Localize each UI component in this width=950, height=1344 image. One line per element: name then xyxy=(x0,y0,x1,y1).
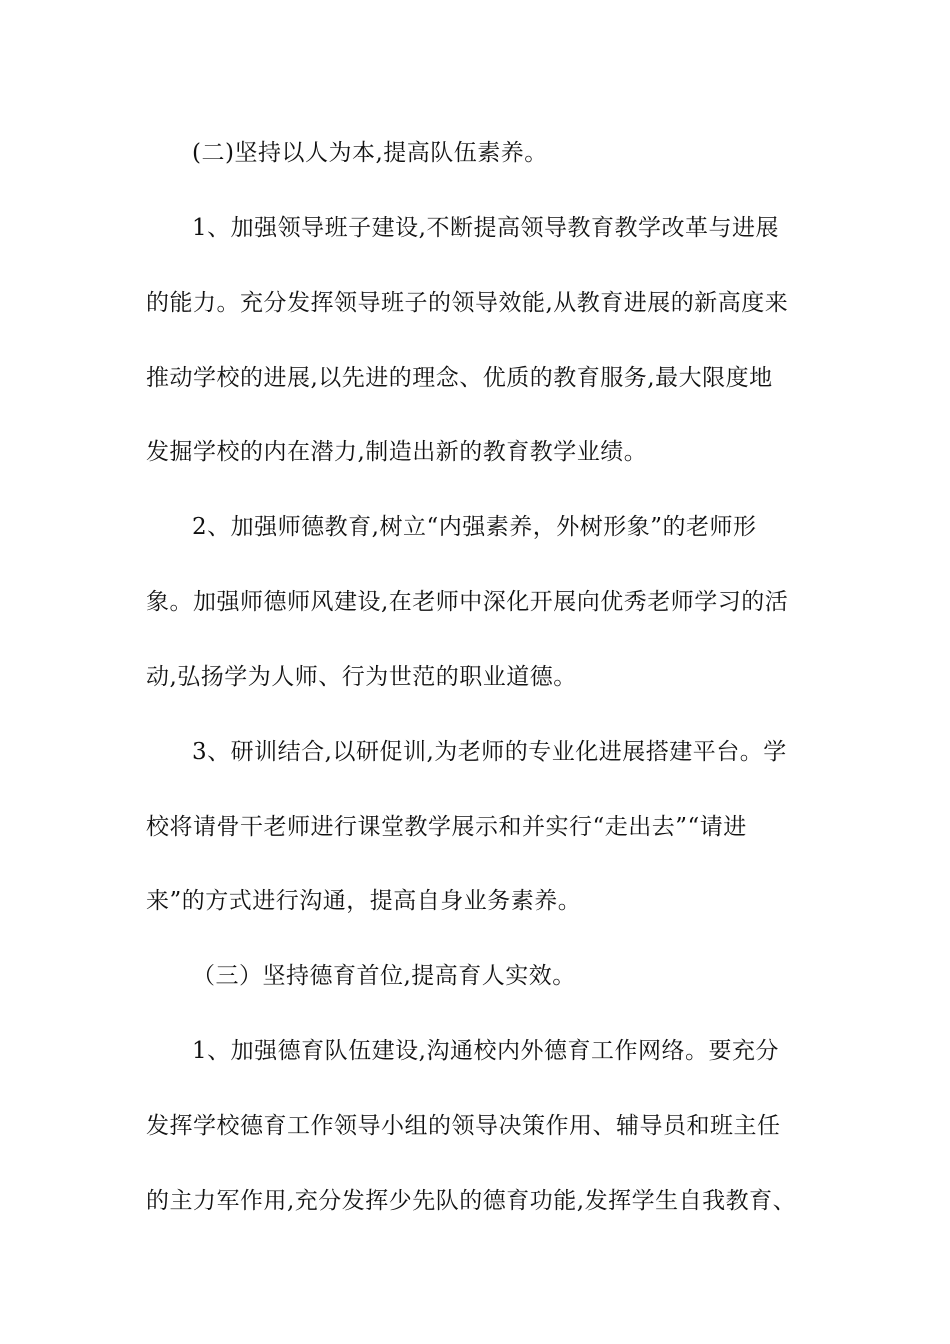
paragraph-line: 发挥学校德育工作领导小组的领导决策作用、辅导员和班主任 xyxy=(146,1113,781,1139)
paragraph-line: 的能力。充分发挥领导班子的领导效能,从教育进展的新高度来 xyxy=(146,290,789,316)
section-heading-2: (二)坚持以人为本,提高队伍素养。 xyxy=(192,140,548,166)
paragraph-line: 的主力军作用,充分发挥少先队的德育功能,发挥学生自我教育、 xyxy=(146,1188,797,1214)
paragraph-line: 动,弘扬学为人师、行为世范的职业道德。 xyxy=(146,664,577,690)
paragraph-line: 来”的方式进行沟通，提高自身业务素养。 xyxy=(146,888,582,914)
paragraph-line: 2、加强师德教育,树立“内强素养，外树形象”的老师形 xyxy=(192,514,757,540)
section-heading-3: （三）坚持德育首位,提高育人实效。 xyxy=(192,963,576,989)
paragraph-line: 校将请骨干老师进行课堂教学展示和并实行“走出去”“请进 xyxy=(146,814,747,840)
paragraph-line: 1、加强领导班子建设,不断提高领导教育教学改革与进展 xyxy=(192,215,779,241)
paragraph-line: 推动学校的进展,以先进的理念、优质的教育服务,最大限度地 xyxy=(146,365,773,391)
paragraph-line: 发掘学校的内在潜力,制造出新的教育教学业绩。 xyxy=(146,439,648,465)
paragraph-line: 3、研训结合,以研促训,为老师的专业化进展搭建平台。学 xyxy=(192,739,787,765)
paragraph-line: 1、加强德育队伍建设,沟通校内外德育工作网络。要充分 xyxy=(192,1038,779,1064)
paragraph-line: 象。加强师德师风建设,在老师中深化开展向优秀老师学习的活 xyxy=(146,589,789,615)
